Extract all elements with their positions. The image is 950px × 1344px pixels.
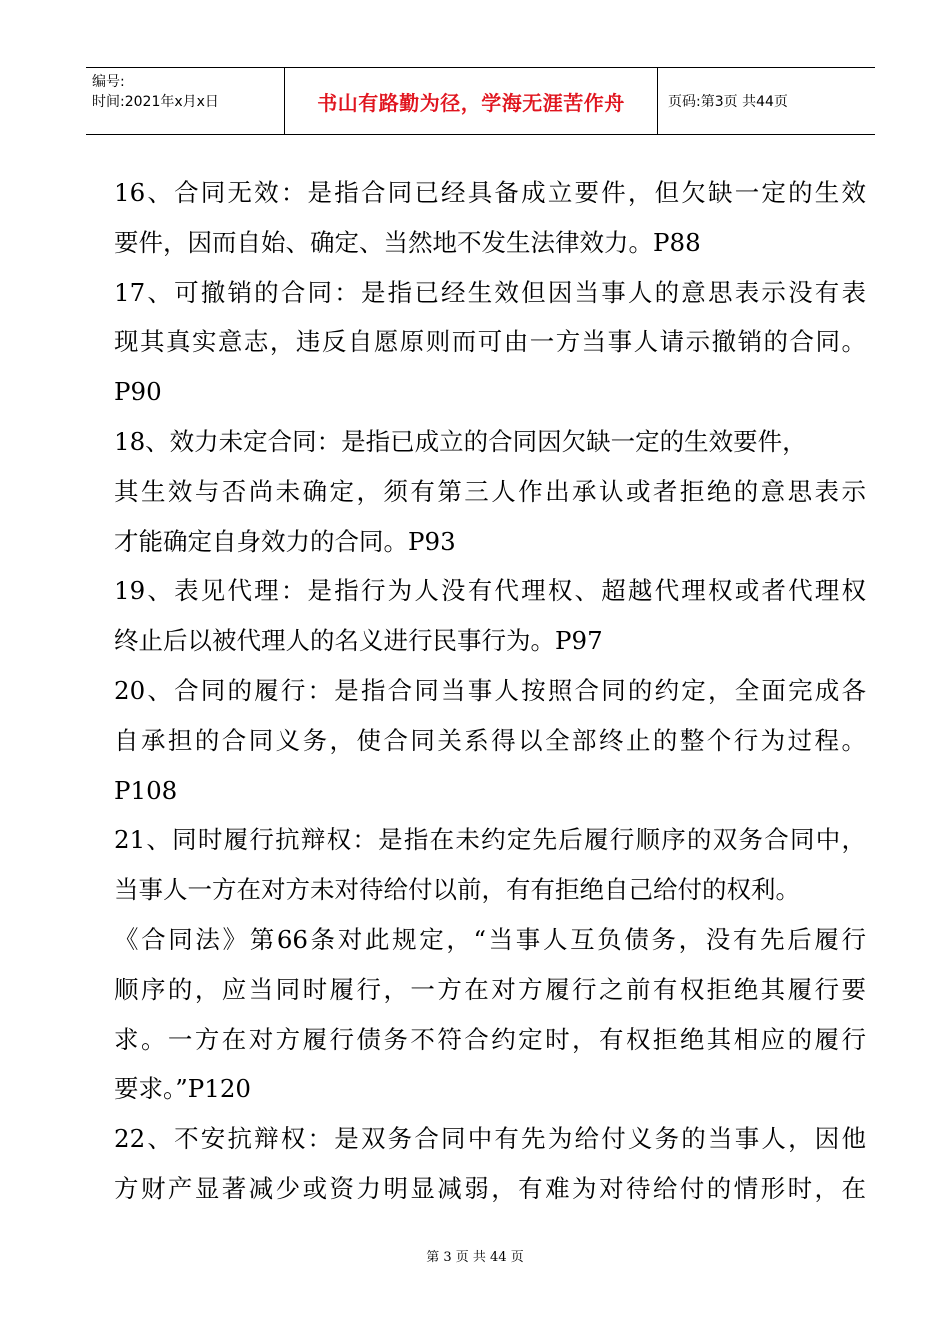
- text-line: 方财产显著减少或资力明显减弱，有难为对待给付的情形时，在: [114, 1173, 866, 1203]
- text-line: 21、同时履行抗辩权：是指在未约定先后履行顺序的双务合同中，: [114, 825, 866, 855]
- body-text: [114, 168, 866, 1214]
- page-footer: [0, 1246, 950, 1265]
- number-label: 编号:: [92, 74, 125, 90]
- text-line: 当事人一方在对方未对待给付以前，有有拒绝自己给付的权利。: [114, 875, 800, 905]
- text-line: 求。一方在对方履行债务不符合约定时，有权拒绝其相应的履行: [114, 1024, 866, 1054]
- text-line: 要件，因而自始、确定、当然地不发生法律效力。P88: [114, 227, 701, 257]
- text-line: 20、合同的履行：是指合同当事人按照合同的约定，全面完成各: [114, 675, 866, 705]
- text-line: 《合同法》第66条对此规定，“当事人互负债务，没有先后履行: [114, 924, 866, 954]
- header-meta: [86, 68, 285, 134]
- text-line: 16、合同无效：是指合同已经具备成立要件，但欠缺一定的生效: [114, 178, 866, 207]
- text-line: 才能确定自身效力的合同。P93: [114, 526, 456, 556]
- text-line: 其生效与否尚未确定，须有第三人作出承认或者拒绝的意思表示: [114, 476, 866, 506]
- page-header: [86, 67, 875, 135]
- page-info-text: 页码:第3页 共44页: [668, 94, 788, 110]
- motto-text: 书山有路勤为径，学海无涯苦作舟: [317, 90, 625, 115]
- text-line: 现其真实意志，违反自愿原则而可由一方当事人请示撤销的合同。: [114, 327, 866, 357]
- text-line: 要求。”P120: [114, 1074, 252, 1104]
- text-line: P108: [114, 775, 178, 805]
- footer-page-number: 第 3 页 共 44 页: [426, 1250, 524, 1265]
- text-line: 19、表见代理：是指行为人没有代理权、超越代理权或者代理权: [114, 576, 866, 606]
- text-line: 17、可撤销的合同：是指已经生效但因当事人的意思表示没有表: [114, 277, 866, 307]
- text-line: 顺序的，应当同时履行，一方在对方履行之前有权拒绝其履行要: [114, 974, 866, 1004]
- text-line: 自承担的合同义务，使合同关系得以全部终止的整个行为过程。: [114, 725, 866, 755]
- header-motto-cell: [285, 68, 658, 134]
- time-label: 时间:2021年x月x日: [92, 94, 219, 110]
- text-line: 22、不安抗辩权：是双务合同中有先为给付义务的当事人，因他: [114, 1124, 866, 1154]
- text-line: P90: [114, 377, 162, 407]
- text-line: 18、效力未定合同：是指已成立的合同因欠缺一定的生效要件，: [114, 426, 807, 456]
- text-line: 终止后以被代理人的名义进行民事行为。P97: [114, 626, 603, 656]
- header-page-info: [658, 68, 875, 134]
